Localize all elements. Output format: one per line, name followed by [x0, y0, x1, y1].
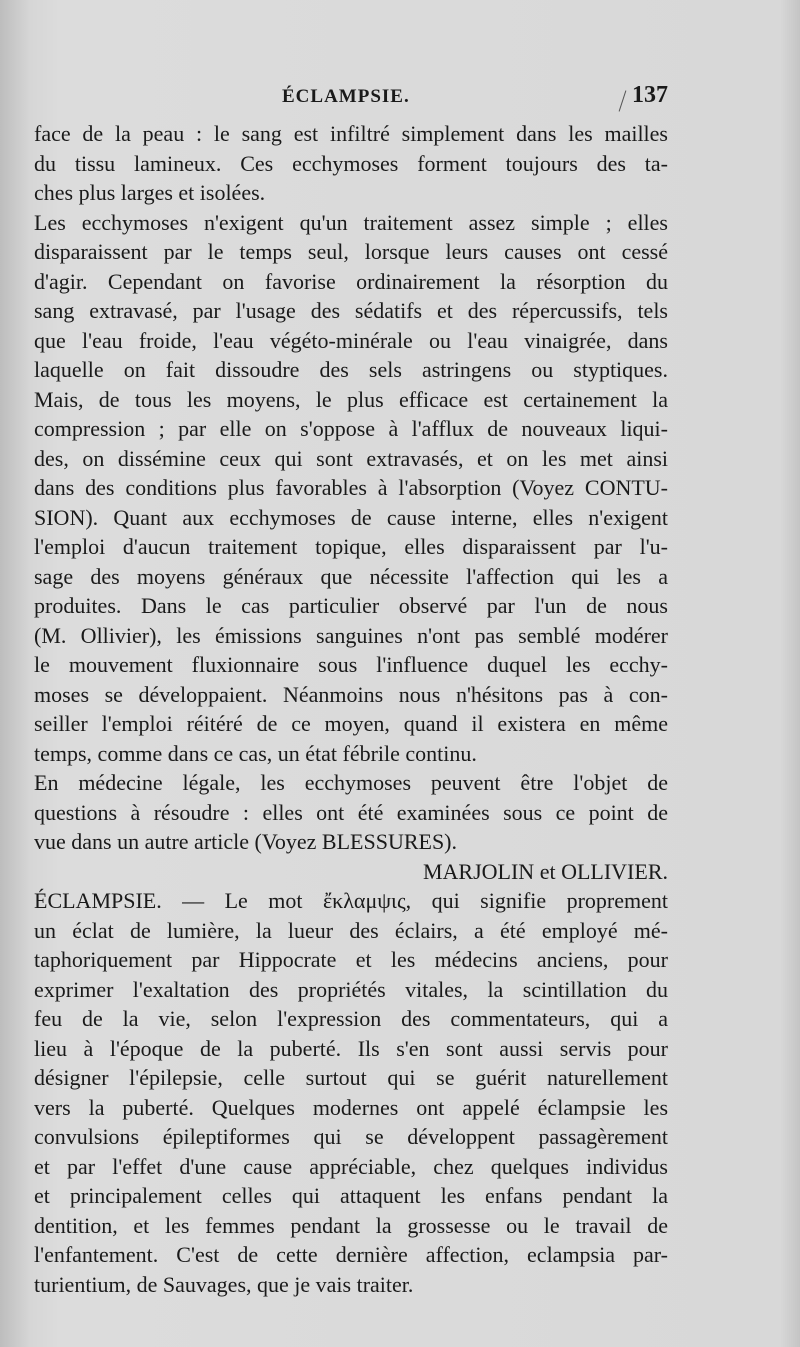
text-line: l'enfantement. C'est de cette dernière affection, eclampsia par-	[34, 1242, 668, 1267]
text-line: un éclat de lumière, la lueur des éclairs, a été employé mé-	[34, 917, 668, 943]
text-line: laquelle on fait dissoudre des sels astringens ou styptiques.	[34, 357, 668, 382]
text-line: face de la peau : le sang est infiltré simplement dans les mailles	[34, 121, 668, 146]
text-line: temps, comme dans ce cas, un état fébrile continu.	[34, 740, 477, 766]
text-line: et principalement celles qui attaquent les enfans pendant la	[34, 1183, 668, 1208]
text-line: dentition, et les femmes pendant la grossesse ou le travail de	[34, 1212, 668, 1238]
text-line: sage des moyens généraux que nécessite l'affection qui les a	[34, 563, 668, 589]
text-line: dans des conditions plus favorables à l'absorption (Voyez CONTU-	[34, 475, 668, 500]
text-line: compression ; par elle on s'oppose à l'afflux de nouveaux liqui-	[34, 416, 668, 441]
text-line: (M. Ollivier), les émissions sanguines n'ont pas semblé modérer	[34, 622, 668, 648]
text-line: sang extravasé, par l'usage des sédatifs et des répercussifs, tels	[34, 298, 668, 323]
text-line: seiller l'emploi réitéré de ce moyen, quand il existera en même	[34, 711, 668, 736]
text-line: l'emploi d'aucun traitement topique, elles disparaissent par l'u-	[34, 534, 668, 559]
page-number: 137	[632, 82, 668, 108]
text-line: SION). Quant aux ecchymoses de cause interne, elles n'exigent	[34, 504, 668, 530]
body-text	[34, 119, 668, 1299]
running-title: ÉCLAMPSIE.	[282, 86, 410, 107]
text-line: vue dans un autre article (Voyez BLESSURES).	[34, 829, 458, 854]
text-line: le mouvement fluxionnaire sous l'influence duquel les ecchy-	[34, 652, 668, 677]
text-line: désigner l'épilepsie, celle surtout qui se guérit naturellement	[34, 1065, 668, 1090]
text-line: moses se développaient. Néanmoins nous n'hésitons pas à con-	[34, 681, 668, 707]
text-line: des, on dissémine ceux qui sont extravasés, et on les met ainsi	[34, 445, 668, 471]
text-line: turientium, de Sauvages, que je vais traiter.	[34, 1271, 414, 1297]
text-line: ches plus larges et isolées.	[34, 180, 266, 205]
page-header	[34, 82, 668, 116]
text-line: produites. Dans le cas particulier observé par l'un de nous	[34, 593, 668, 618]
text-line: convulsions épileptiformes qui se développent passagèrement	[34, 1124, 668, 1149]
text-line: vers la puberté. Quelques modernes ont appelé éclampsie les	[34, 1094, 668, 1120]
text-line: feu de la vie, selon l'expression des commentateurs, qui a	[34, 1006, 668, 1031]
text-line: MARJOLIN et OLLIVIER.	[422, 858, 668, 884]
text-line: taphoriquement par Hippocrate et les médecins anciens, pour	[34, 947, 668, 972]
text-line: d'agir. Cependant on favorise ordinairement la résorption du	[34, 268, 668, 294]
text-line: que l'eau froide, l'eau végéto-minérale ou l'eau vinaigrée, dans	[34, 327, 668, 353]
text-line: exprimer l'exaltation des propriétés vitales, la scintillation du	[34, 976, 668, 1002]
text-line: Mais, de tous les moyens, le plus efficace est certainement la	[34, 386, 668, 412]
text-line: lieu à l'époque de la puberté. Ils s'en sont aussi servis pour	[34, 1035, 668, 1061]
text-line: Les ecchymoses n'exigent qu'un traitement assez simple ; elles	[34, 209, 668, 235]
text-line: En médecine légale, les ecchymoses peuvent être l'objet de	[34, 770, 668, 795]
text-line: questions à résoudre : elles ont été examinées sous ce point de	[34, 799, 668, 825]
text-line: ÉCLAMPSIE. — Le mot ἔκλαμψις, qui signifie proprement	[34, 888, 668, 913]
text-line: et par l'effet d'une cause appréciable, chez quelques individus	[34, 1153, 668, 1179]
text-line: du tissu lamineux. Ces ecchymoses forment toujours des ta-	[34, 150, 668, 176]
text-line: disparaissent par le temps seul, lorsque leurs causes ont cessé	[34, 239, 668, 264]
